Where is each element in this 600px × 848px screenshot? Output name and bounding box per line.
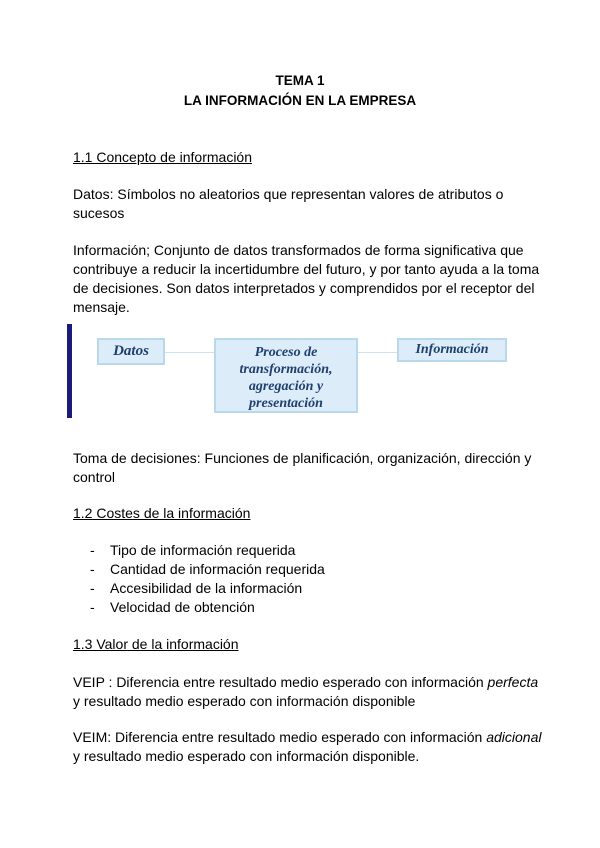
diagram-box-datos: Datos (97, 338, 165, 365)
information-flow-diagram (67, 324, 527, 420)
list-item: - Tipo de información requerida (90, 542, 296, 558)
diagram-box-informacion: Información (397, 338, 507, 362)
connector-line (358, 352, 397, 353)
connector-line (165, 352, 214, 353)
page-subtitle: LA INFORMACIÓN EN LA EMPRESA (183, 93, 417, 108)
list-bullet: - (90, 580, 95, 596)
list-item: - Accesibilidad de la información (90, 580, 303, 596)
section-heading-valor: 1.3 Valor de la información (73, 636, 239, 652)
paragraph-informacion: Información; Conjunto de datos transformados de forma significativa que contribuye a reducir la incertidumbre del futuro, y por tanto ayuda a la toma de decisiones. Son datos interpretados y comprendidos por el receptor del mensaje. (73, 242, 540, 315)
list-item: - Velocidad de obtención (90, 599, 255, 615)
costs-list (90, 541, 325, 617)
list-bullet: - (90, 561, 95, 577)
section-heading-concepto: 1.1 Concepto de información (73, 149, 252, 165)
paragraph-datos: Datos: Símbolos no aleatorios que representan valores de atributos o sucesos (73, 186, 504, 221)
diagram-side-bar (67, 324, 72, 418)
emphasis-perfecta: perfecta (487, 674, 539, 690)
list-bullet: - (90, 599, 95, 615)
diagram-box-proceso: Proceso de transformación, agregación y presentación (214, 338, 358, 413)
list-item: - Cantidad de información requerida (90, 561, 325, 577)
paragraph-toma-decisiones: Toma de decisiones: Funciones de planificación, organización, dirección y control (73, 450, 532, 485)
emphasis-adicional: adicional (486, 729, 542, 745)
section-heading-costes: 1.2 Costes de la información (73, 505, 251, 521)
page-title: TEMA 1 (275, 73, 325, 88)
list-bullet: - (90, 542, 95, 558)
paragraph-veim: VEIM: Diferencia entre resultado medio esperado con información adicional y resultado medio esperado con información disponible. (73, 729, 542, 764)
paragraph-veip: VEIP : Diferencia entre resultado medio esperado con información perfecta y resultado medio esperado con información disponible (73, 674, 539, 709)
